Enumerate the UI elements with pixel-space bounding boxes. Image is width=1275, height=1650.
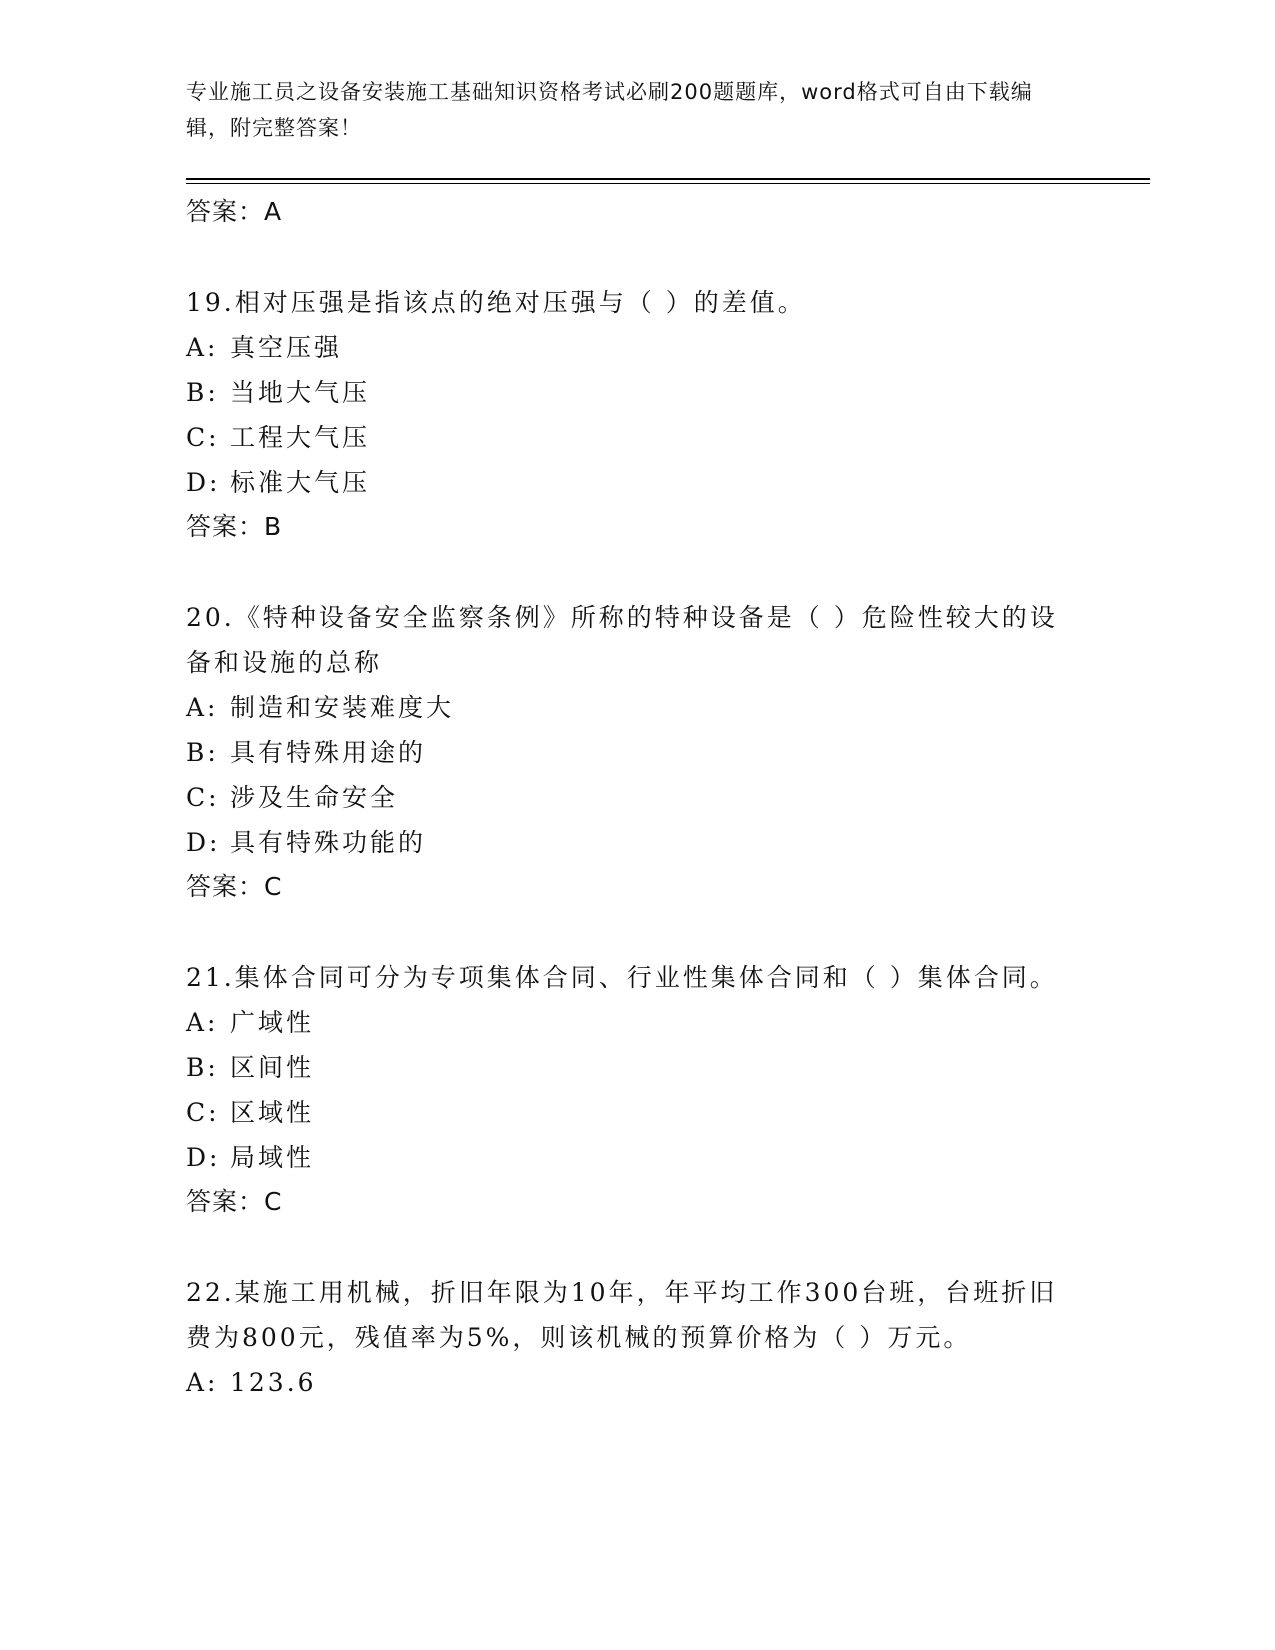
option-b <box>186 370 1066 415</box>
option-a <box>186 685 1066 730</box>
answer-value: A <box>264 197 283 226</box>
option-key: A: <box>186 1008 219 1037</box>
answer-line <box>186 865 1066 909</box>
option-text: 局域性 <box>230 1143 315 1172</box>
question-item <box>186 955 1066 1224</box>
answer-line <box>186 505 1066 549</box>
answer-label: 答案： <box>186 872 265 901</box>
option-c <box>186 1090 1066 1135</box>
option-key: C: <box>186 783 220 812</box>
question-item <box>186 280 1066 549</box>
option-key: C: <box>186 423 220 452</box>
answer-value: B <box>264 512 283 541</box>
question-item <box>186 1270 1066 1405</box>
answer-label: 答案： <box>186 1187 265 1216</box>
option-d <box>186 1135 1066 1180</box>
option-d <box>186 820 1066 865</box>
option-text: 当地大气压 <box>230 378 371 407</box>
option-text: 标准大气压 <box>230 468 371 497</box>
question-stem: 20.《特种设备安全监察条例》所称的特种设备是（ ）危险性较大的设备和设施的总称 <box>186 603 1058 677</box>
option-key: B: <box>186 378 219 407</box>
document-header: 专业施工员之设备安装施工基础知识资格考试必刷200题题库，word格式可自由下载编辑，附完整答案！ <box>186 80 1033 140</box>
option-a <box>186 325 1066 370</box>
question-stem: 19.相对压强是指该点的绝对压强与（ ）的差值。 <box>186 288 806 317</box>
question-list <box>186 190 1066 1405</box>
option-key: D: <box>186 1143 221 1172</box>
option-key: C: <box>186 1098 220 1127</box>
option-key: B: <box>186 1053 219 1082</box>
option-text: 涉及生命安全 <box>230 783 399 812</box>
header-divider-thick <box>186 178 1150 180</box>
option-a <box>186 1360 1066 1405</box>
question-stem: 22.某施工用机械，折旧年限为10年，年平均工作300台班，台班折旧费为800元，残值率为5%，则该机械的预算价格为（ ）万元。 <box>186 1278 1058 1352</box>
option-key: B: <box>186 738 219 767</box>
option-c <box>186 775 1066 820</box>
option-text: 区域性 <box>230 1098 315 1127</box>
option-a <box>186 1000 1066 1045</box>
answer-line <box>186 1180 1066 1224</box>
option-text: 具有特殊功能的 <box>230 828 427 857</box>
option-c <box>186 415 1066 460</box>
option-text: 区间性 <box>230 1053 315 1082</box>
option-b <box>186 730 1066 775</box>
option-text: 真空压强 <box>230 333 343 362</box>
option-d <box>186 460 1066 505</box>
option-text: 制造和安装难度大 <box>230 693 455 722</box>
question-item <box>186 595 1066 909</box>
option-key: A: <box>186 333 219 362</box>
option-text: 123.6 <box>230 1368 317 1397</box>
option-text: 工程大气压 <box>230 423 371 452</box>
option-key: D: <box>186 468 221 497</box>
question-stem: 21.集体合同可分为专项集体合同、行业性集体合同和（ ）集体合同。 <box>186 963 1058 992</box>
option-key: D: <box>186 828 221 857</box>
option-key: A: <box>186 1368 219 1397</box>
answer-value: C <box>264 1187 283 1216</box>
option-text: 具有特殊用途的 <box>230 738 427 767</box>
answer-value: C <box>264 872 283 901</box>
answer-line <box>186 190 1066 234</box>
answer-label: 答案： <box>186 197 265 226</box>
answer-label: 答案： <box>186 512 265 541</box>
option-text: 广域性 <box>230 1008 315 1037</box>
option-key: A: <box>186 693 219 722</box>
header-divider-thin <box>186 183 1150 184</box>
option-b <box>186 1045 1066 1090</box>
